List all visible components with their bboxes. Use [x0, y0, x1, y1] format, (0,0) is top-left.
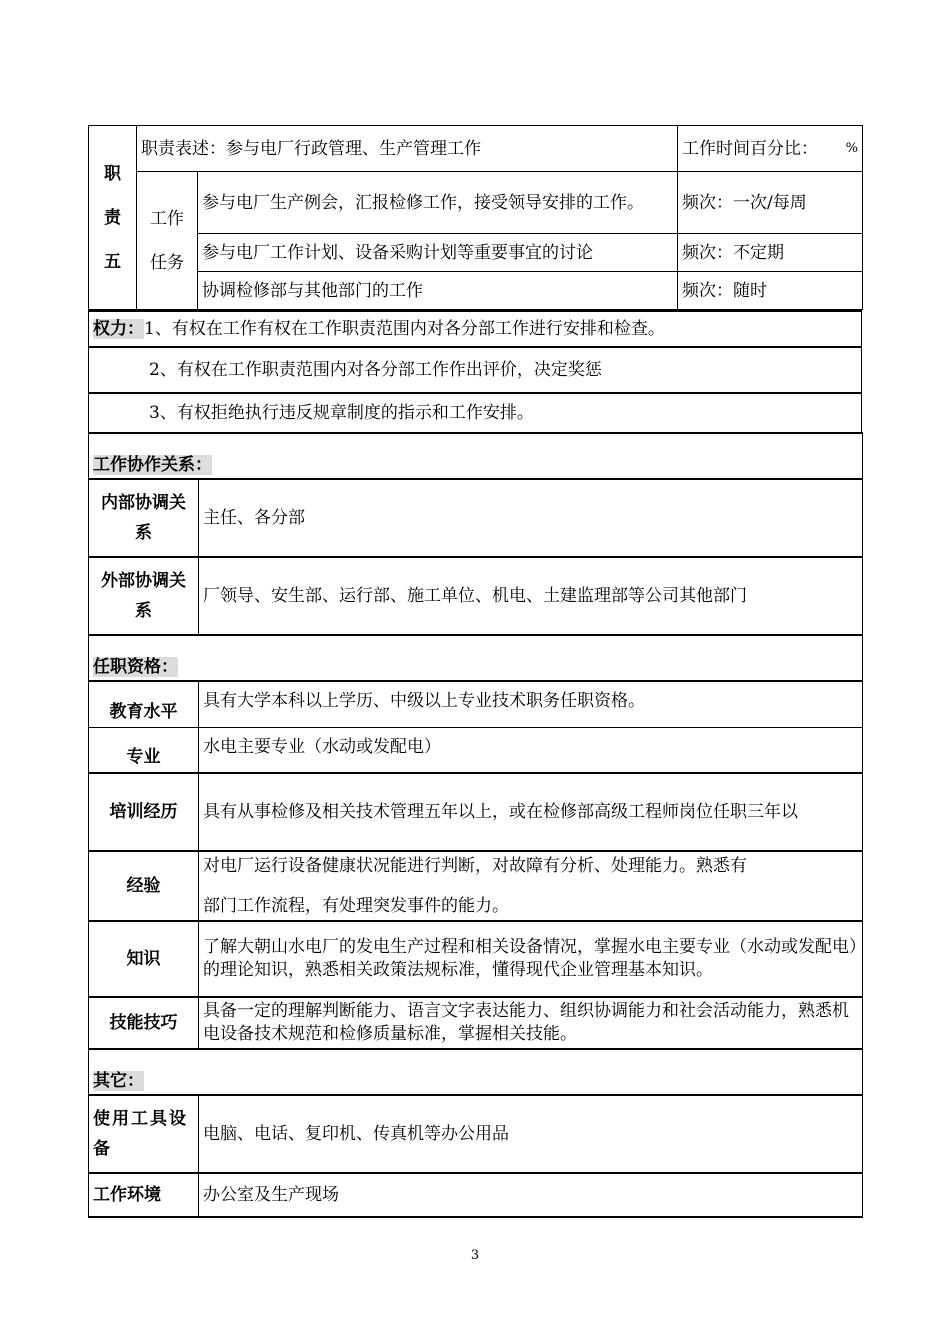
- knowledge-value: 了解大朝山水电厂的发电生产过程和相关设备情况，掌握水电主要专业（水动或发配电）的理论知识，熟悉相关政策法规标准，懂得现代企业管理基本知识。: [199, 921, 863, 997]
- task-text: 协调检修部与其他部门的工作: [198, 272, 678, 310]
- time-percent-cell: 工作时间百分比： %: [678, 126, 863, 172]
- major-value: 水电主要专业（水动或发配电）: [199, 727, 863, 773]
- cooperation-table: [88, 432, 863, 636]
- education-value: 具有大学本科以上学历、中级以上专业技术职务任职资格。: [199, 681, 863, 727]
- duty-statement: 职责表述：参与电厂行政管理、生产管理工作: [137, 126, 678, 172]
- qualification-heading-row: [89, 635, 863, 681]
- cooperation-section: [88, 432, 862, 636]
- authority-table: [88, 310, 862, 434]
- task-text: 参与电厂工作计划、设备采购计划等重要事宜的讨论: [198, 234, 678, 272]
- experience-value: 对电厂运行设备健康状况能进行判断，对故障有分析、处理能力。熟悉有 部门工作流程，有处理突发事件的能力。: [199, 851, 863, 921]
- other-section: [88, 1048, 862, 1218]
- training-label: 培训经历: [89, 773, 199, 851]
- cooperation-heading-row: [89, 433, 863, 479]
- experience-label: 经验: [89, 851, 199, 921]
- external-label: 外部协调关系: [89, 557, 199, 635]
- qualification-table: [88, 634, 863, 1050]
- page-number: 3: [470, 1248, 480, 1263]
- tools-label: 使用工具设备: [89, 1095, 199, 1173]
- authority-section: [88, 310, 862, 434]
- qualification-heading: 任职资格：: [93, 657, 178, 677]
- other-table: [88, 1048, 863, 1218]
- internal-label: 内部协调关系: [89, 479, 199, 557]
- task-frequency: 频次：不定期: [678, 234, 863, 272]
- major-label: 专业: [89, 727, 199, 773]
- task-frequency: 频次：一次/每周: [678, 172, 863, 234]
- authority-row: 权力：1、有权在工作有权在工作职责范围内对各分部工作进行安排和检查。: [89, 311, 862, 347]
- task-frequency: 频次：随时: [678, 272, 863, 310]
- task-text: 参与电厂生产例会，汇报检修工作，接受领导安排的工作。: [198, 172, 678, 234]
- skill-value: 具备一定的理解判断能力、语言文字表达能力、组织协调能力和社会活动能力，熟悉机电设备技术规范和检修质量标准，掌握相关技能。: [199, 997, 863, 1049]
- duty-five-label: 职 责 五: [89, 126, 137, 310]
- internal-value: 主任、各分部: [199, 479, 863, 557]
- duty-five-table: [88, 125, 863, 310]
- other-heading: 其它：: [93, 1071, 144, 1091]
- training-value: 具有从事检修及相关技术管理五年以上，或在检修部高级工程师岗位任职三年以: [199, 773, 863, 851]
- env-label: 工作环境: [89, 1173, 199, 1217]
- skill-label: 技能技巧: [89, 997, 199, 1049]
- external-value: 厂领导、安生部、运行部、施工单位、机电、土建监理部等公司其他部门: [199, 557, 863, 635]
- duty-five-section: [88, 125, 862, 310]
- env-value: 办公室及生产现场: [199, 1173, 863, 1217]
- other-heading-row: [89, 1049, 863, 1095]
- knowledge-label: 知识: [89, 921, 199, 997]
- authority-item: 3、有权拒绝执行违反规章制度的指示和工作安排。: [89, 393, 862, 433]
- education-label: 教育水平: [89, 681, 199, 727]
- qualification-section: [88, 634, 862, 1050]
- task-label: 工作 任务: [137, 172, 198, 310]
- tools-value: 电脑、电话、复印机、传真机等办公用品: [199, 1095, 863, 1173]
- authority-item: 2、有权在工作职责范围内对各分部工作作出评价，决定奖惩: [89, 347, 862, 393]
- cooperation-heading: 工作协作关系：: [93, 455, 212, 475]
- authority-label: 权力：: [93, 319, 144, 339]
